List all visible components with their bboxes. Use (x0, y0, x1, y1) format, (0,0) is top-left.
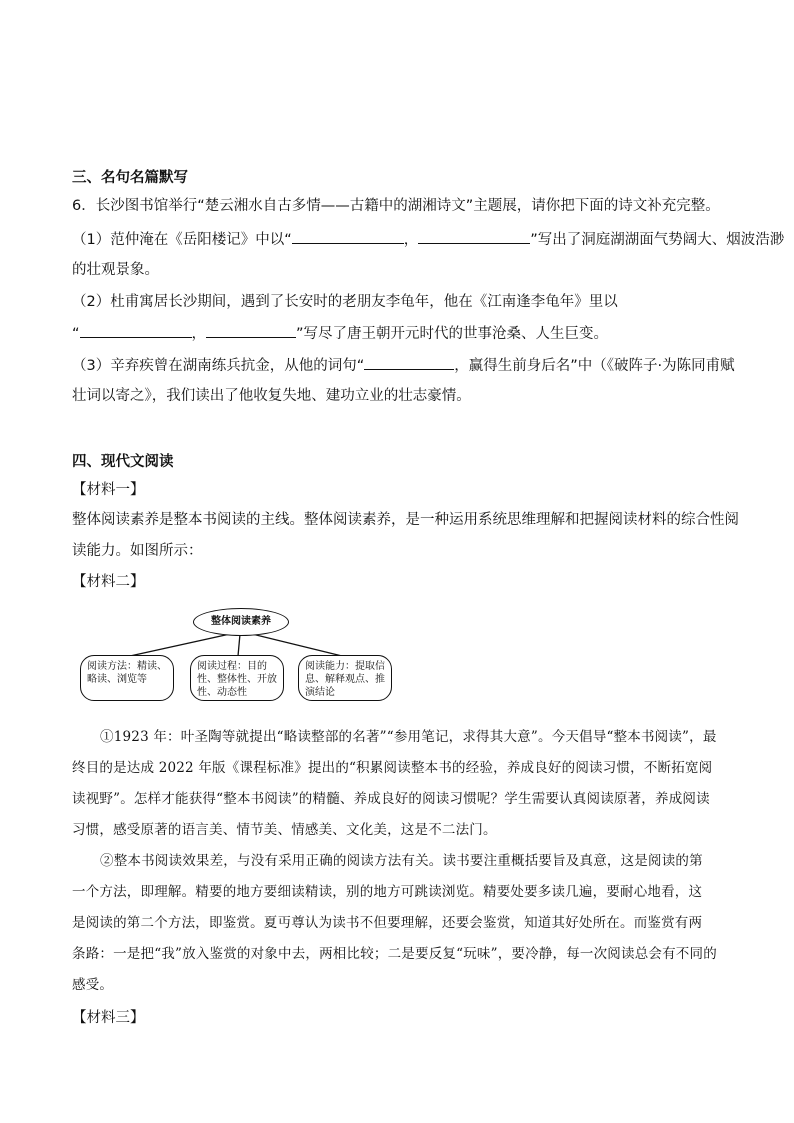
material-1-line-2: 读能力。如图所示： (72, 543, 203, 559)
diagram-node-reading-method: 阅读方法：精读、略读、浏览等 (80, 655, 174, 701)
q2-text-b: ”写尽了唐王朝开元时代的世事沧桑、人生巨变。 (296, 326, 609, 342)
reading-literacy-diagram (80, 608, 400, 708)
answer-blank[interactable] (364, 355, 454, 370)
diagram-node-reading-process: 阅读过程：目的性、整体性、开放性、动态性 (190, 655, 284, 701)
material-2-label: 【材料二】 (72, 574, 145, 590)
question-6-2-line-1: （2）杜甫寓居长沙期间，遇到了长安时的老朋友李龟年，他在《江南逢李龟年》里以 (72, 294, 618, 310)
q2-open-quote: “ (72, 326, 80, 342)
answer-blank[interactable] (206, 323, 296, 338)
question-6-1-line-2: 的壮观景象。 (72, 262, 159, 278)
paragraph-1-line-1: ①1923 年：叶圣陶等就提出“略读整部的名著”“参用笔记，求得其大意”。今天倡导“整本书阅读”，最 (100, 729, 717, 745)
paragraph-1-line-4: 习惯，感受原著的语言美、情节美、情感美、文化美，这是不二法门。 (72, 822, 497, 838)
answer-blank[interactable] (80, 323, 192, 338)
material-3-label: 【材料三】 (72, 1010, 145, 1026)
answer-blank[interactable] (418, 229, 530, 244)
paragraph-1-line-3: 读视野”。怎样才能获得“整本书阅读”的精髓、养成良好的阅读习惯呢？学生需要认真阅读原著，养成阅读 (72, 791, 710, 807)
paragraph-2-line-2: 一个方法，即理解。精要的地方要细读精读，别的地方可跳读浏览。精要处要多读几遍，要耐心地看，这 (72, 884, 703, 900)
diagram-root-node: 整体阅读素养 (193, 608, 289, 636)
paragraph-2-line-4: 条路：一是把“我”放入鉴赏的对象中去，两相比较；二是要反复“玩味”，要冷静，每一次阅读总会有不同的 (72, 946, 717, 962)
q2-sep: ， (191, 326, 207, 342)
q3-text-a: （3）辛弃疾曾在湖南练兵抗金，从他的词句“ (72, 358, 365, 374)
q3-text-b: ，赢得生前身后名”中（《破阵子·为陈同甫赋 (454, 358, 735, 374)
question-6-2-line-2 (72, 323, 722, 344)
question-6-3-line-1 (72, 355, 735, 376)
section-heading-4: 四、现代文阅读 (72, 454, 174, 470)
paragraph-1-line-2: 终目的是达成 2022 年版《课程标准》提出的“积累阅读整本书的经验，养成良好的阅读习惯，不断拓宽阅 (72, 760, 713, 776)
paragraph-2-line-1: ②整本书阅读效果差，与没有采用正确的阅读方法有关。读书要注重概括要旨及真意，这是阅读的第 (100, 853, 703, 869)
question-6-1-line-1 (72, 229, 785, 250)
q1-text-b: ”写出了洞庭湖湖面气势阔大、烟波浩渺 (530, 232, 785, 248)
question-6-3-line-2: 壮词以寄之》，我们读出了他收复失地、建功立业的壮志豪情。 (72, 388, 471, 404)
q1-sep: ， (403, 232, 419, 248)
section-heading-3: 三、名句名篇默写 (72, 170, 188, 186)
paragraph-2-line-3: 是阅读的第二个方法，即鉴赏。夏丏尊认为读书不但要理解，还要会鉴赏，知道其好处所在。而鉴赏有两 (72, 915, 703, 931)
q1-text-a: （1）范仲淹在《岳阳楼记》中以“ (72, 232, 292, 248)
question-6-intro: 6．长沙图书馆举行“楚云湘水自古多情——古籍中的湖湘诗文”主题展，请你把下面的诗文补充完整。 (72, 198, 720, 214)
diagram-node-reading-ability: 阅读能力：提取信息、解释观点、推演结论 (298, 655, 392, 701)
paragraph-2-line-5: 感受。 (72, 977, 114, 993)
answer-blank[interactable] (292, 229, 404, 244)
material-1-line-1: 整体阅读素养是整本书阅读的主线。整体阅读素养，是一种运用系统思维理解和把握阅读材料的综合性阅 (72, 512, 739, 528)
material-1-label: 【材料一】 (72, 482, 145, 498)
